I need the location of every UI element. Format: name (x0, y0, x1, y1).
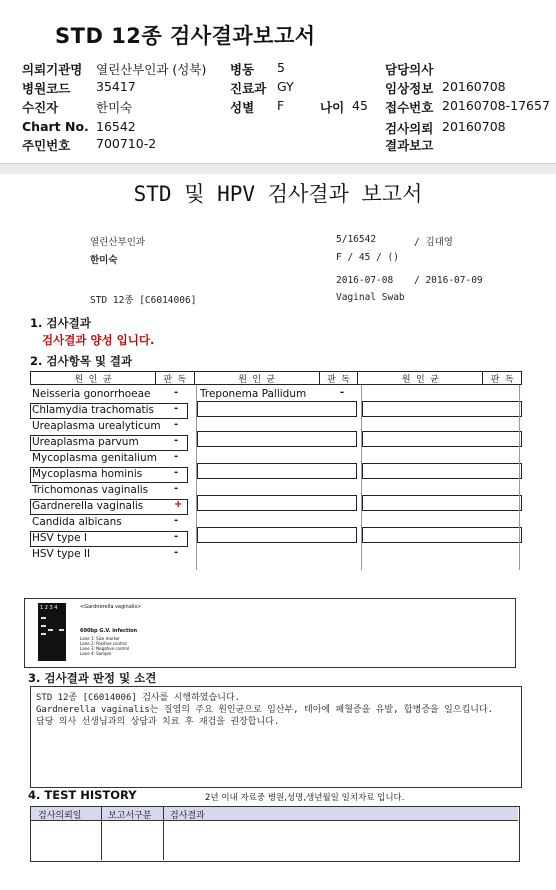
history-note: 2년 이내 자료중 병원,성명,생년월일 일치자료 입니다. (205, 793, 405, 803)
empty-result-box (197, 495, 357, 511)
empty-result-box (197, 431, 357, 447)
scan-institution: 열린산부인과 (90, 237, 146, 248)
opinion-line-3: 담당 의사 선생님과의 상담과 치료 후 재검을 권장합니다. (36, 717, 280, 727)
ward-label: 병동 (230, 62, 255, 77)
organism-result: - (174, 435, 179, 446)
scan-patient: 한미숙 (90, 255, 118, 266)
history-col-result: 검사결과 (170, 811, 205, 821)
organism-name: Mycoplasma genitalium (32, 452, 157, 464)
organism-result: + (174, 499, 183, 510)
col2-organism-result: - (340, 387, 345, 398)
scan-specimen: Vaginal Swab (336, 292, 405, 303)
empty-result-box (362, 431, 522, 447)
section-1-title: 1. 검사결과 (30, 316, 91, 330)
id-value: 700710-2 (96, 136, 157, 151)
age-label: 나이 (320, 100, 345, 115)
history-divider-1 (101, 807, 102, 860)
history-divider-2 (163, 807, 164, 860)
patient-value: 한미숙 (96, 100, 133, 115)
col2-judge-header: 판 독 (320, 372, 359, 384)
organism-name: Ureaplasma urealyticum (32, 420, 161, 432)
organism-name: Chlamydia trachomatis (32, 404, 155, 416)
gel-legend-line: Lane 1: Size marker (80, 636, 120, 641)
hospital-code-value: 35417 (96, 79, 136, 94)
organism-name: Ureaplasma parvum (32, 436, 139, 448)
scan-test-code: STD 12종 [C6014006] (90, 295, 197, 306)
results-header (30, 371, 522, 385)
patient-label: 수진자 (22, 100, 59, 115)
dept-value: GY (277, 79, 294, 94)
scan-date-to: / 2016-07-09 (414, 275, 483, 286)
col2-organism-name: Treponema Pallidum (200, 388, 307, 400)
col3-organism-header: 원 인 균 (358, 372, 483, 384)
organism-name: Neisseria gonorrhoeae (32, 388, 151, 400)
empty-result-box (197, 527, 357, 543)
opinion-line-1: STD 12종 [C6014006] 검사를 시행하였습니다. (36, 693, 241, 703)
history-col-request-date: 검사의뢰일 (38, 811, 82, 821)
gel-legend-line: Lane 2: Positive control (80, 641, 127, 646)
chart-no-label: Chart No. (22, 119, 89, 134)
history-col-report-type: 보고서구분 (108, 811, 152, 821)
organism-result: - (174, 387, 179, 398)
id-label: 주민번호 (22, 138, 71, 153)
col1-organism-header: 원 인 균 (31, 372, 156, 384)
chart-no-value: 16542 (96, 119, 136, 134)
table-column-rule (196, 385, 197, 570)
organism-name: HSV type II (32, 548, 91, 560)
col1-judge-header: 판 독 (156, 372, 195, 384)
report-header-title: STD 12종 검사결과보고서 (55, 24, 316, 48)
organism-result: - (174, 515, 179, 526)
organism-result: - (174, 419, 179, 430)
col2-organism-header: 원 인 균 (195, 372, 320, 384)
page-separator (0, 163, 556, 174)
empty-result-box (362, 401, 522, 417)
opinion-line-2: Gardnerella vaginalis는 질염의 주요 원인균으로 임산부, 태아에 패혈증을 유발, 합병증을 일으킵니다. (36, 705, 494, 715)
result-summary: 검사결과 양성 입니다. (42, 333, 155, 347)
organism-result: - (174, 483, 179, 494)
dept-label: 진료과 (230, 81, 267, 96)
organism-result: - (174, 531, 179, 542)
gel-electrophoresis-image (38, 603, 66, 661)
clinical-value: 20160708 (442, 79, 506, 94)
col3-judge-header: 판 독 (490, 374, 514, 385)
empty-result-box (362, 463, 522, 479)
clinical-label: 임상정보 (385, 81, 434, 96)
institution-value: 열린산부인과 (성북) (96, 62, 207, 77)
scan-report-title: STD 및 HPV 검사결과 보고서 (133, 182, 423, 206)
empty-result-box (197, 463, 357, 479)
institution-label: 의뢰기관명 (22, 62, 83, 77)
request-value: 20160708 (442, 119, 506, 134)
gel-lane-numbers: 1 2 3 4 (40, 605, 58, 611)
organism-name: Gardnerella vaginalis (32, 500, 144, 512)
receipt-label: 접수번호 (385, 100, 434, 115)
organism-result: - (174, 451, 179, 462)
organism-result: - (174, 403, 179, 414)
hospital-code-label: 병원코드 (22, 81, 71, 96)
request-label: 검사의뢰 (385, 121, 434, 136)
gel-legend-line: Lane 3: Negative control (80, 646, 130, 651)
scan-date-from: 2016-07-08 (336, 275, 394, 286)
receipt-value: 20160708-17657 (442, 98, 550, 113)
table-column-rule (361, 385, 362, 570)
organism-name: Trichomonas vaginalis (32, 484, 149, 496)
empty-result-box (362, 527, 522, 543)
table-column-rule (519, 385, 520, 570)
scan-chart: 5/16542 (336, 234, 377, 245)
scan-sex-age: F / 45 / () (336, 252, 399, 263)
organism-name: HSV type I (32, 532, 87, 544)
gel-band-label: 600bp G.V. infection (80, 628, 138, 634)
history-header-row (31, 807, 518, 821)
section-2-title: 2. 검사항목 및 결과 (30, 354, 133, 368)
ward-value: 5 (277, 60, 285, 75)
empty-result-box (197, 401, 357, 417)
sex-value: F (277, 98, 285, 113)
report-label: 결과보고 (385, 138, 434, 153)
empty-result-box (362, 495, 522, 511)
organism-name: Mycoplasma hominis (32, 468, 143, 480)
scan-doctor: / 김대영 (414, 237, 453, 248)
doctor-label: 담당의사 (385, 62, 434, 77)
section-4-title: 4. TEST HISTORY (28, 788, 137, 802)
organism-result: - (174, 467, 179, 478)
gel-legend-line: Lane 4: Sample (80, 651, 112, 656)
organism-result: - (174, 547, 179, 558)
age-value: 45 (352, 98, 368, 113)
gel-title: <Gardnerella vaginalis> (80, 604, 142, 610)
organism-name: Candida albicans (32, 516, 122, 528)
section-3-title: 3. 검사결과 판정 및 소견 (28, 671, 157, 685)
sex-label: 성별 (230, 100, 255, 115)
